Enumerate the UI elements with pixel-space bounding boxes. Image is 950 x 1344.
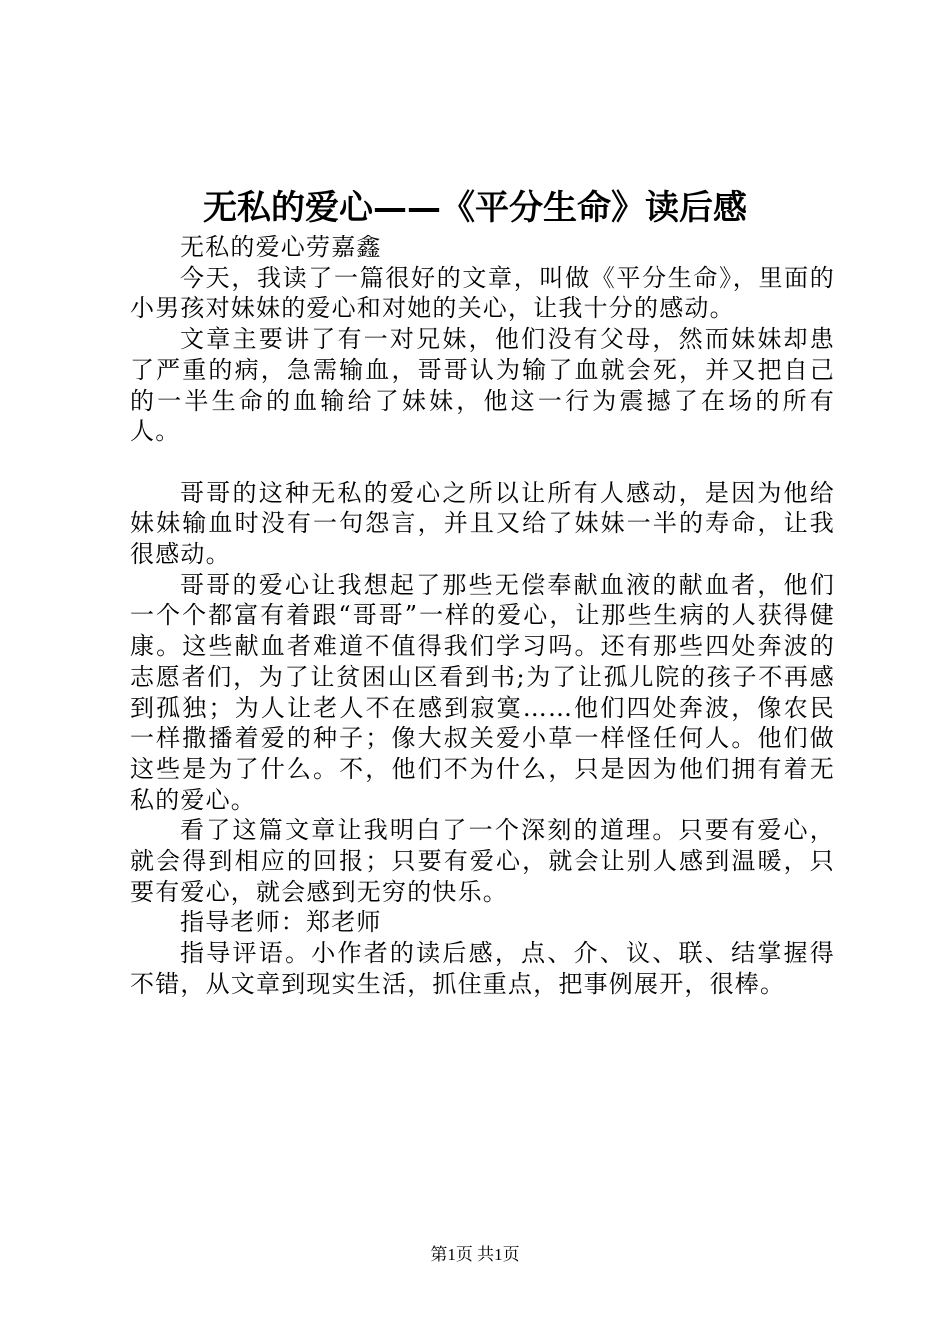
document-title: 无私的爱心——《平分生命》读后感 bbox=[203, 188, 747, 228]
body-paragraph: 看了这篇文章让我明白了一个深刻的道理。只要有爱心，就会得到相应的回报；只要有爱心，就会让别人感到温暖，只要有爱心，就会感到无穷的快乐。 bbox=[130, 816, 835, 906]
body-paragraph: 文章主要讲了有一对兄妹，他们没有父母，然而妹妹却患了严重的病，急需输血，哥哥认为输了血就会死，并又把自己的一半生命的血输给了妹妹，他这一行为震撼了在场的所有人。 bbox=[130, 325, 835, 446]
teacher-line: 指导老师：郑老师 bbox=[180, 908, 382, 937]
page-number-footer: 第1页 共1页 bbox=[430, 1245, 520, 1264]
body-paragraph: 哥哥的爱心让我想起了那些无偿奉献血液的献血者，他们一个个都富有着跟“哥哥”一样的爱心，让那些生病的人获得健康。这些献血者难道不值得我们学习吗。还有那些四处奔波的志愿者们，为了让贫困山区看到书;为了让孤儿院的孩子不再感到孤独；为人让老人不在感到寂寞……他们四处奔波，像农民一样撒播着爱的种子；像大叔关爱小草一样怪任何人。他们做这些是为了什么。不，他们不为什么，只是因为他们拥有着无私的爱心。 bbox=[130, 570, 835, 814]
author-line: 无私的爱心劳嘉鑫 bbox=[180, 233, 382, 261]
teacher-comment: 指导评语。小作者的读后感，点、介、议、联、结掌握得不错，从文章到现实生活，抓住重点，把事例展开，很棒。 bbox=[130, 939, 835, 998]
body-paragraph: 哥哥的这种无私的爱心之所以让所有人感动，是因为他给妹妹输血时没有一句怨言，并且又给了妹妹一半的寿命，让我很感动。 bbox=[130, 478, 835, 569]
body-paragraph: 今天，我读了一篇很好的文章，叫做《平分生命》，里面的小男孩对妹妹的爱心和对她的关心，让我十分的感动。 bbox=[130, 263, 835, 323]
document-body bbox=[130, 232, 835, 1000]
